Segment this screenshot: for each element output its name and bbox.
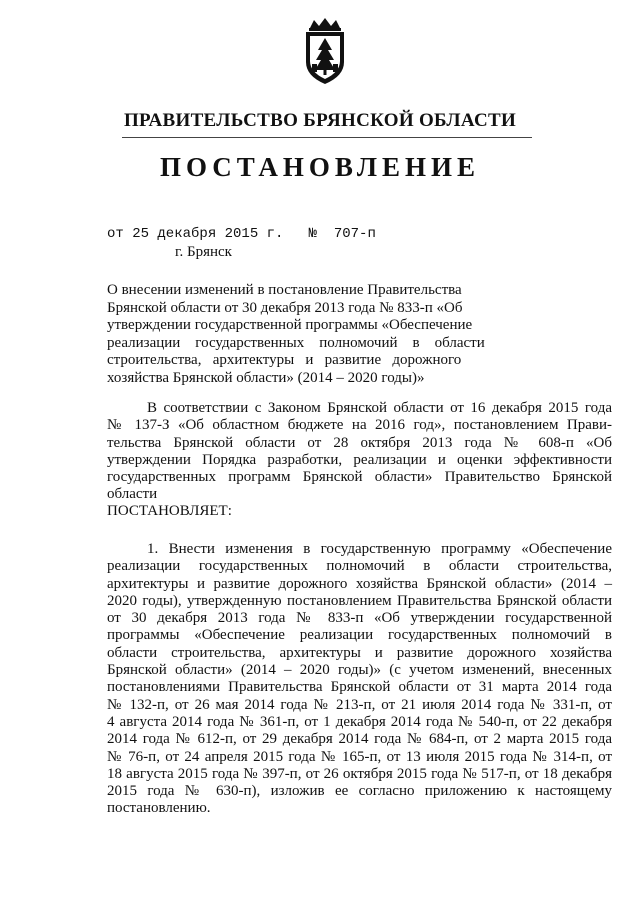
header-divider — [122, 137, 532, 138]
preamble-line: В соответствии с Законом Брянской области от 16 декабря 2015 года — [147, 400, 612, 416]
subject-line: реализации государственных полномочий в области — [107, 334, 485, 351]
document-type-title: ПОСТАНОВЛЕНИЕ — [159, 152, 481, 182]
preamble-line: области — [107, 486, 158, 503]
document-subject — [107, 282, 485, 388]
subject-line: О внесении изменений в постановление Правительства — [107, 282, 462, 298]
item-line: Брянской области» (2014 – 2020 годы)» (с учетом изменений, внесенных — [107, 662, 612, 679]
item-line: постановлению. — [107, 800, 211, 817]
item-line: реализации государственных полномочий в области строительства, — [107, 558, 612, 575]
item-line: № 76-п, от 24 апреля 2015 года № 165-п, от 13 июля 2015 года № 314-п, от — [107, 748, 612, 765]
preamble-paragraph — [107, 400, 612, 504]
item-line: архитектуры и развитие дорожного хозяйства Брянской области» (2014 – — [107, 575, 612, 592]
item-line: 4 августа 2014 года № 361-п, от 1 декабря 2014 года № 540-п, от 22 декабря — [107, 713, 612, 730]
preamble-line: государственных программ Брянской области» Правительство Брянской — [107, 469, 612, 486]
subject-line: строительства, архитектуры и развитие дорожного — [107, 352, 462, 369]
item-line: 2020 годы), утвержденную постановлением Правительства Брянской области — [107, 592, 612, 609]
preamble-line: № 137-З «Об областном бюджете на 2016 год», постановлением Прави- — [107, 417, 612, 434]
document-date-number: от 25 декабря 2015 г. № 707-п — [107, 226, 376, 242]
organization-name: ПРАВИТЕЛЬСТВО БРЯНСКОЙ ОБЛАСТИ — [123, 110, 517, 131]
item-line: от 30 декабря 2013 года № 833-п «Об утверждении государственной — [107, 610, 612, 627]
item-line: 2014 года № 612-п, от 29 декабря 2014 года № 684-п, от 2 марта 2015 года — [107, 731, 612, 748]
document-city: г. Брянск — [175, 244, 232, 260]
item-line: постановлениями Правительства Брянской области от 31 марта 2014 года — [107, 679, 612, 696]
item-line: области строительства, архитектуры и развитие дорожного хозяйства — [107, 644, 612, 661]
item-line: 2015 года № 630-п), изложив ее согласно приложению к настоящему — [107, 783, 612, 800]
item-1-paragraph — [107, 541, 612, 818]
coat-of-arms-icon — [298, 18, 352, 88]
preamble-line: тельства Брянской области от 28 октября 2013 года № 608-п «Об — [107, 434, 612, 451]
preamble-line: утверждении Порядка разработки, реализации и оценки эффективности — [107, 451, 612, 468]
subject-line: Брянской области от 30 декабря 2013 года № 833-п «Об — [107, 299, 463, 316]
subject-line: утверждении государственной программы «Обеспечение — [107, 317, 473, 334]
resolve-heading: ПОСТАНОВЛЯЕТ: — [107, 503, 232, 519]
subject-line: хозяйства Брянской области» (2014 – 2020 годы)» — [107, 369, 425, 386]
item-line: программы «Обеспечение реализации государственных полномочий в — [107, 627, 612, 644]
item-line: 1. Внести изменения в государственную программу «Обеспечение — [147, 541, 612, 557]
item-line: 18 августа 2015 года № 397-п, от 26 октября 2015 года № 517-п, от 18 декабря — [107, 765, 612, 782]
item-line: № 132-п, от 26 мая 2014 года № 213-п, от 21 июля 2014 года № 331-п, от — [107, 696, 612, 713]
